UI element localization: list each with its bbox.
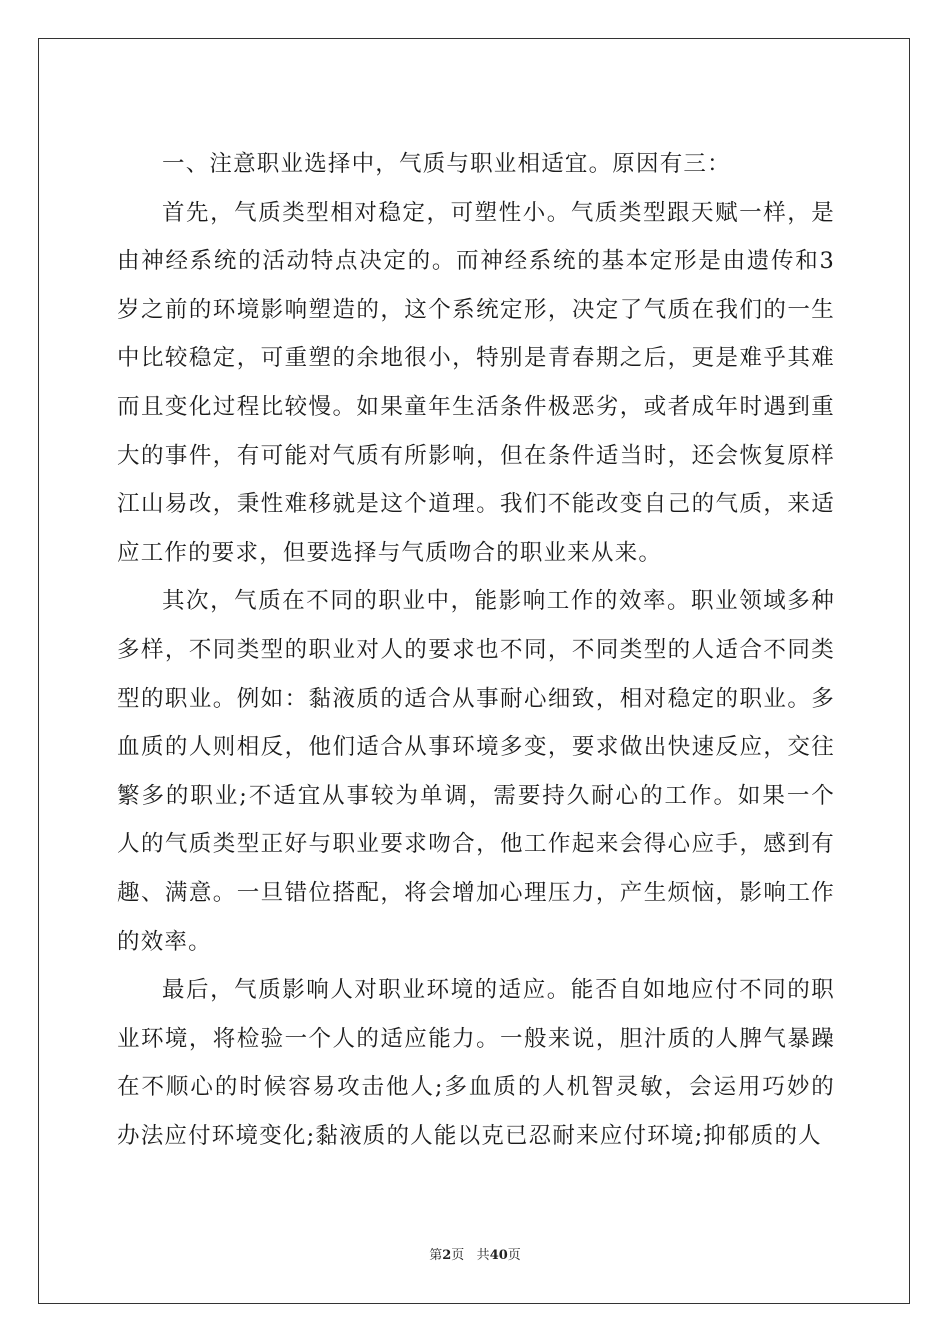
- paragraph-first: 首先，气质类型相对稳定，可塑性小。气质类型跟天赋一样，是由神经系统的活动特点决定的。而神经系统的基本定形是由遗传和3岁之前的环境影响塑造的，这个系统定形，决定了气质在我们的一生中比较稳定，可重塑的余地很小，特别是青春期之后，更是难乎其难而且变化过程比较慢。如果童年生活条件极恶劣，或者成年时遇到重大的事件，有可能对气质有所影响，但在条件适当时，还会恢复原样江山易改，秉性难移就是这个道理。我们不能改变自己的气质，来适应工作的要求，但要选择与气质吻合的职业来从来。: [117, 199, 835, 566]
- paragraph-second: 其次，气质在不同的职业中，能影响工作的效率。职业领域多种多样，不同类型的职业对人的要求也不同，不同类型的人适合不同类型的职业。例如：黏液质的适合从事耐心细致，相对稳定的职业。多血质的人则相反，他们适合从事环境多变，要求做出快速反应，交往繁多的职业;不适宜从事较为单调，需要持久耐心的工作。如果一个人的气质类型正好与职业要求吻合，他工作起来会得心应手，感到有趣、满意。一旦错位搭配，将会增加心理压力，产生烦恼，影响工作的效率。: [117, 588, 835, 955]
- paragraph-last: 最后，气质影响人对职业环境的适应。能否自如地应付不同的职业环境，将检验一个人的适应能力。一般来说，胆汁质的人脾气暴躁在不顺心的时候容易攻击他人;多血质的人机智灵敏，会运用巧妙的办法应付环境变化;黏液质的人能以克已忍耐来应付环境;抑郁质的人: [117, 977, 835, 1149]
- page-current: 2: [442, 1248, 452, 1263]
- page-prefix: 第: [429, 1248, 443, 1263]
- page-suffix: 页: [451, 1248, 465, 1263]
- page-total: 40: [489, 1248, 508, 1263]
- page-footer: [0, 1248, 950, 1264]
- total-prefix: 共: [476, 1248, 490, 1263]
- total-suffix: 页: [507, 1248, 521, 1263]
- paragraph-heading: 一、注意职业选择中，气质与职业相适宜。原因有三：: [162, 151, 731, 177]
- document-body: [117, 140, 835, 1160]
